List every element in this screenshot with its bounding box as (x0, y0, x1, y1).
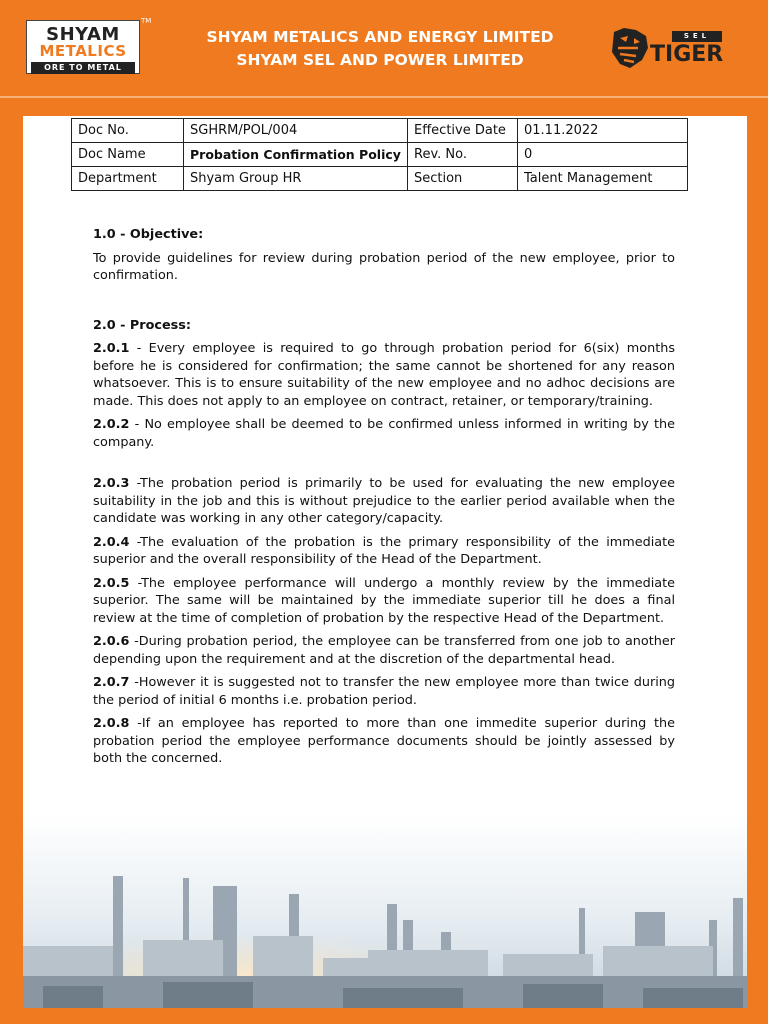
company-title-line1: SHYAM METALICS AND ENERGY LIMITED (206, 28, 554, 46)
doc-name-label: Doc Name (72, 143, 184, 167)
clause-text: -The evaluation of the probation is the primary responsibility of the immediate superior and the overall responsibility of the Head of the Department. (93, 534, 675, 567)
effective-date-value: 01.11.2022 (518, 119, 688, 143)
clause-2-0-7 (93, 674, 675, 709)
section-label: Section (408, 167, 518, 191)
department-label: Department (72, 167, 184, 191)
clause-text: -During probation period, the employee can be transferred from one job to another depending upon the requirement and at the discretion of the departmental head. (93, 634, 675, 667)
sel-badge: SEL (672, 31, 722, 42)
sel-tiger-logo (608, 26, 748, 72)
clause-number: 2.0.2 (93, 417, 130, 432)
doc-no-label: Doc No. (72, 119, 184, 143)
clause-2-0-5 (93, 575, 675, 628)
rev-no-label: Rev. No. (408, 143, 518, 167)
tiger-head-icon (608, 26, 652, 70)
clause-number: 2.0.5 (93, 575, 130, 591)
clause-text: -The probation period is primarily to be used for evaluating the new employee suitability in the job and this is without prejudice to the earlier period available when the candidate was working in any other category/capacity. (93, 476, 675, 526)
document-info-table (71, 118, 688, 191)
clause-text: -The employee performance will undergo a monthly review by the immediate superior. The same will be maintained by the immediate superior till he does a final review at the time of completion of probation by the respective Head of the Department. (93, 575, 675, 626)
clause-number: 2.0.6 (93, 634, 130, 649)
clause-text: - No employee shall be deemed to be confirmed unless informed in writing by the company. (93, 417, 675, 450)
clause-number: 2.0.4 (93, 534, 130, 550)
clause-2-0-1 (93, 340, 675, 410)
clause-number: 2.0.8 (93, 716, 130, 731)
clause-number: 2.0.1 (93, 341, 130, 356)
effective-date-label: Effective Date (408, 119, 518, 143)
logo-line2: METALICS (39, 42, 127, 60)
department-value: Shyam Group HR (184, 167, 408, 191)
objective-text: To provide guidelines for review during probation period of the new employee, prior to confirmation. (93, 250, 675, 283)
clause-text: - Every employee is required to go through probation period for 6(six) months before he is considered for confirmation; the same cannot be shortened for any reason whatsoever. This is to ensure suitability of the new employee and no adhoc decisions are made. This does not apply to an employee on contract, retainer, or temporary/training. (93, 341, 675, 409)
letterhead (0, 0, 768, 96)
clause-2-0-6 (93, 633, 675, 668)
logo-line1: SHYAM (46, 24, 120, 45)
clause-2-0-3 (93, 475, 675, 528)
policy-body (93, 226, 675, 768)
header-divider (0, 96, 768, 98)
clause-number: 2.0.7 (93, 675, 130, 690)
tiger-wordmark: TIGER (650, 42, 724, 67)
trademark-mark: TM (141, 17, 152, 25)
doc-name-value: Probation Confirmation Policy (184, 143, 408, 167)
clause-text: -However it is suggested not to transfer the new employee more than twice during the period of initial 6 months i.e. probation period. (93, 675, 675, 708)
industrial-plant-illustration (23, 816, 747, 1008)
shyam-metalics-logo (26, 20, 140, 74)
company-title (150, 26, 610, 72)
objective-heading: 1.0 - Objective: (93, 227, 204, 242)
doc-no-value: SGHRM/POL/004 (184, 119, 408, 143)
section-value: Talent Management (518, 167, 688, 191)
clause-text: -If an employee has reported to more than one immedite superior during the probation period the employee performance documents should be jointly assessed by both the concerned. (93, 716, 675, 766)
table-row (72, 119, 688, 143)
clause-2-0-8 (93, 715, 675, 768)
clause-number: 2.0.3 (93, 476, 130, 491)
clause-2-0-4 (93, 534, 675, 569)
process-heading: 2.0 - Process: (93, 317, 191, 333)
clause-2-0-2 (93, 416, 675, 451)
logo-tagline: ORE TO METAL (31, 62, 135, 74)
table-row (72, 143, 688, 167)
company-title-line2: SHYAM SEL AND POWER LIMITED (236, 51, 524, 69)
rev-no-value: 0 (518, 143, 688, 167)
document-sheet (23, 116, 747, 1008)
table-row (72, 167, 688, 191)
